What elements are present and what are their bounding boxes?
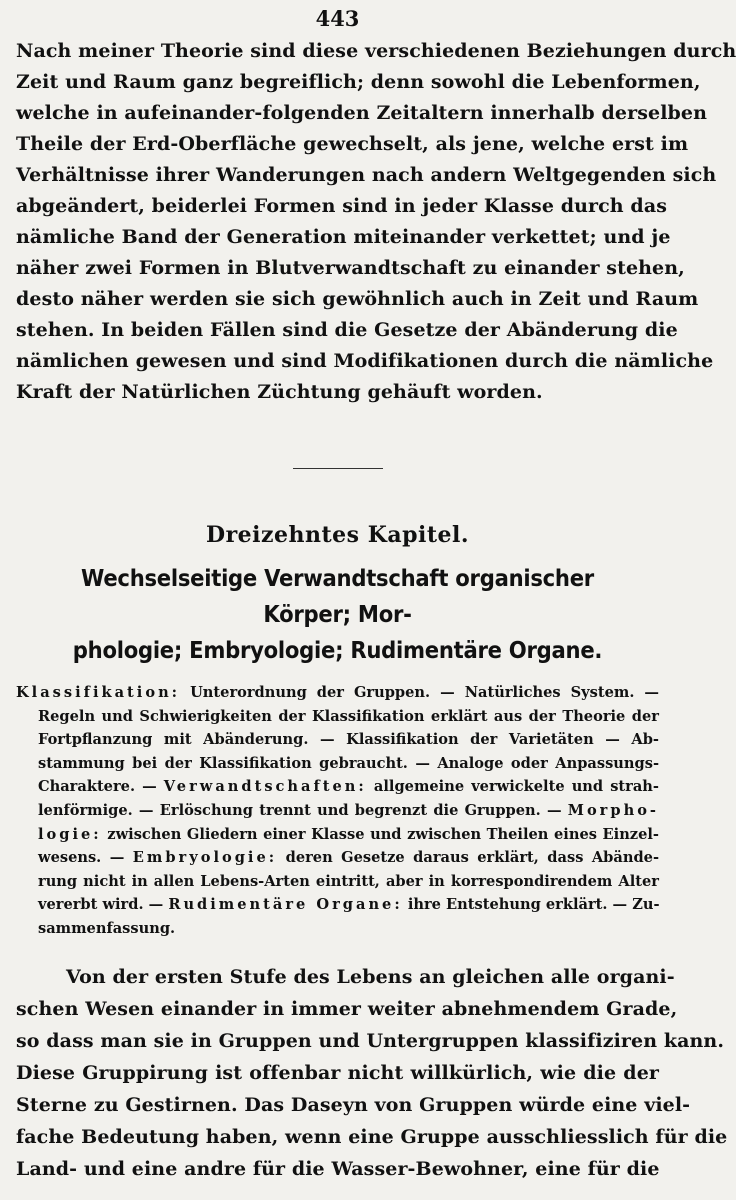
- chapter-heading: [42, 561, 634, 669]
- section-divider: [293, 468, 383, 469]
- text-line: Sterne zu Gestirnen. Das Daseyn von Gruppen würde eine viel-: [16, 1093, 691, 1116]
- text-line: schen Wesen einander in immer weiter abnehmendem Grade,: [16, 997, 678, 1020]
- text-line: Nach meiner Theorie sind diese verschiedenen Beziehungen durch: [16, 40, 736, 62]
- summary-line: sammenfassung.: [38, 919, 176, 937]
- chapter-heading-line-1: Wechselseitige Verwandtschaft organischer Körper; Mor-: [81, 566, 594, 628]
- text-line: Von der ersten Stufe des Lebens an gleichen alle organi-: [66, 965, 675, 988]
- paragraph-2: [16, 961, 728, 1185]
- text-line: Zeit und Raum ganz begreiflich; denn sowohl die Lebenformen,: [16, 71, 701, 93]
- chapter-summary: [16, 681, 659, 941]
- summary-text: ihre Entstehung erklärt. — Zu-: [407, 896, 660, 914]
- summary-text: allgemeine verwickelte und strah-: [373, 778, 659, 796]
- text-line: nämliche Band der Generation miteinander verkettet; und je: [16, 226, 671, 248]
- chapter-heading-line-2: phologie; Embryologie; Rudimentäre Organe.: [72, 638, 603, 664]
- text-line: abgeändert, beiderlei Formen sind in jeder Klasse durch das: [16, 195, 668, 217]
- summary-keyword: logie:: [38, 825, 102, 843]
- text-line: stehen. In beiden Fällen sind die Gesetze der Abänderung die: [16, 319, 678, 341]
- text-line: desto näher werden sie sich gewöhnlich auch in Zeit und Raum: [16, 288, 699, 310]
- summary-line: rung nicht in allen Lebens-Arten eintritt, aber in korrespondirendem Alter: [38, 872, 659, 890]
- text-line: Land- und eine andre für die Wasser-Bewohner, eine für die: [16, 1157, 660, 1180]
- text-line: welche in aufeinander-folgenden Zeitaltern innerhalb derselben: [16, 102, 708, 124]
- summary-line: [16, 893, 659, 917]
- summary-line: Regeln und Schwierigkeiten der Klassifikation erklärt aus der Theorie der: [38, 707, 659, 725]
- text-line: Kraft der Natürlichen Züchtung gehäuft worden.: [16, 381, 543, 403]
- text-line: Theile der Erd-Oberfläche gewechselt, als jene, welche erst im: [16, 133, 689, 155]
- text-line: Diese Gruppirung ist offenbar nicht willkürlich, wie die der: [16, 1061, 659, 1084]
- chapter-number-title: Dreizehntes Kapitel.: [206, 522, 469, 548]
- text-line: näher zwei Formen in Blutverwandtschaft zu einander stehen,: [16, 257, 685, 279]
- summary-line: [16, 681, 659, 705]
- summary-keyword: Verwandtschaften:: [163, 778, 367, 796]
- text-line: Verhältnisse ihrer Wanderungen nach andern Weltgegenden sich: [16, 164, 717, 186]
- summary-line: [16, 799, 659, 823]
- summary-text: vererbt wird. —: [38, 896, 164, 914]
- summary-line: [16, 823, 659, 847]
- summary-line: [16, 775, 659, 799]
- paragraph-1: [16, 36, 736, 408]
- text-line: fache Bedeutung haben, wenn eine Gruppe ausschliesslich für die: [16, 1125, 728, 1148]
- text-line: nämlichen gewesen und sind Modifikationen durch die nämliche: [16, 350, 714, 372]
- summary-text: lenförmige. — Erlöschung trennt und begrenzt die Gruppen. —: [38, 801, 562, 819]
- summary-line: Fortpflanzung mit Abänderung. — Klassifikation der Varietäten — Ab-: [38, 731, 659, 749]
- summary-keyword: Morpho-: [567, 801, 659, 819]
- summary-keyword: Embryologie:: [132, 849, 278, 867]
- summary-text: wesens. —: [38, 849, 125, 867]
- summary-text: Unterordnung der Gruppen. — Natürliches System. —: [190, 684, 659, 701]
- text-line: so dass man sie in Gruppen und Untergruppen klassifiziren kann.: [16, 1029, 725, 1052]
- summary-text: zwischen Gliedern einer Klasse und zwischen Theilen eines Einzel-: [107, 825, 659, 843]
- summary-keyword: Rudimentäre Organe:: [168, 896, 403, 914]
- summary-line: stammung bei der Klassifikation gebraucht. — Analoge oder Anpassungs-: [38, 754, 659, 772]
- summary-keyword: Klassifikation:: [16, 684, 181, 701]
- summary-text: deren Gesetze daraus erklärt, dass Abände-: [285, 849, 659, 867]
- summary-line: [16, 846, 659, 870]
- page-number: 443: [315, 6, 360, 31]
- summary-text: Charaktere. —: [38, 778, 157, 796]
